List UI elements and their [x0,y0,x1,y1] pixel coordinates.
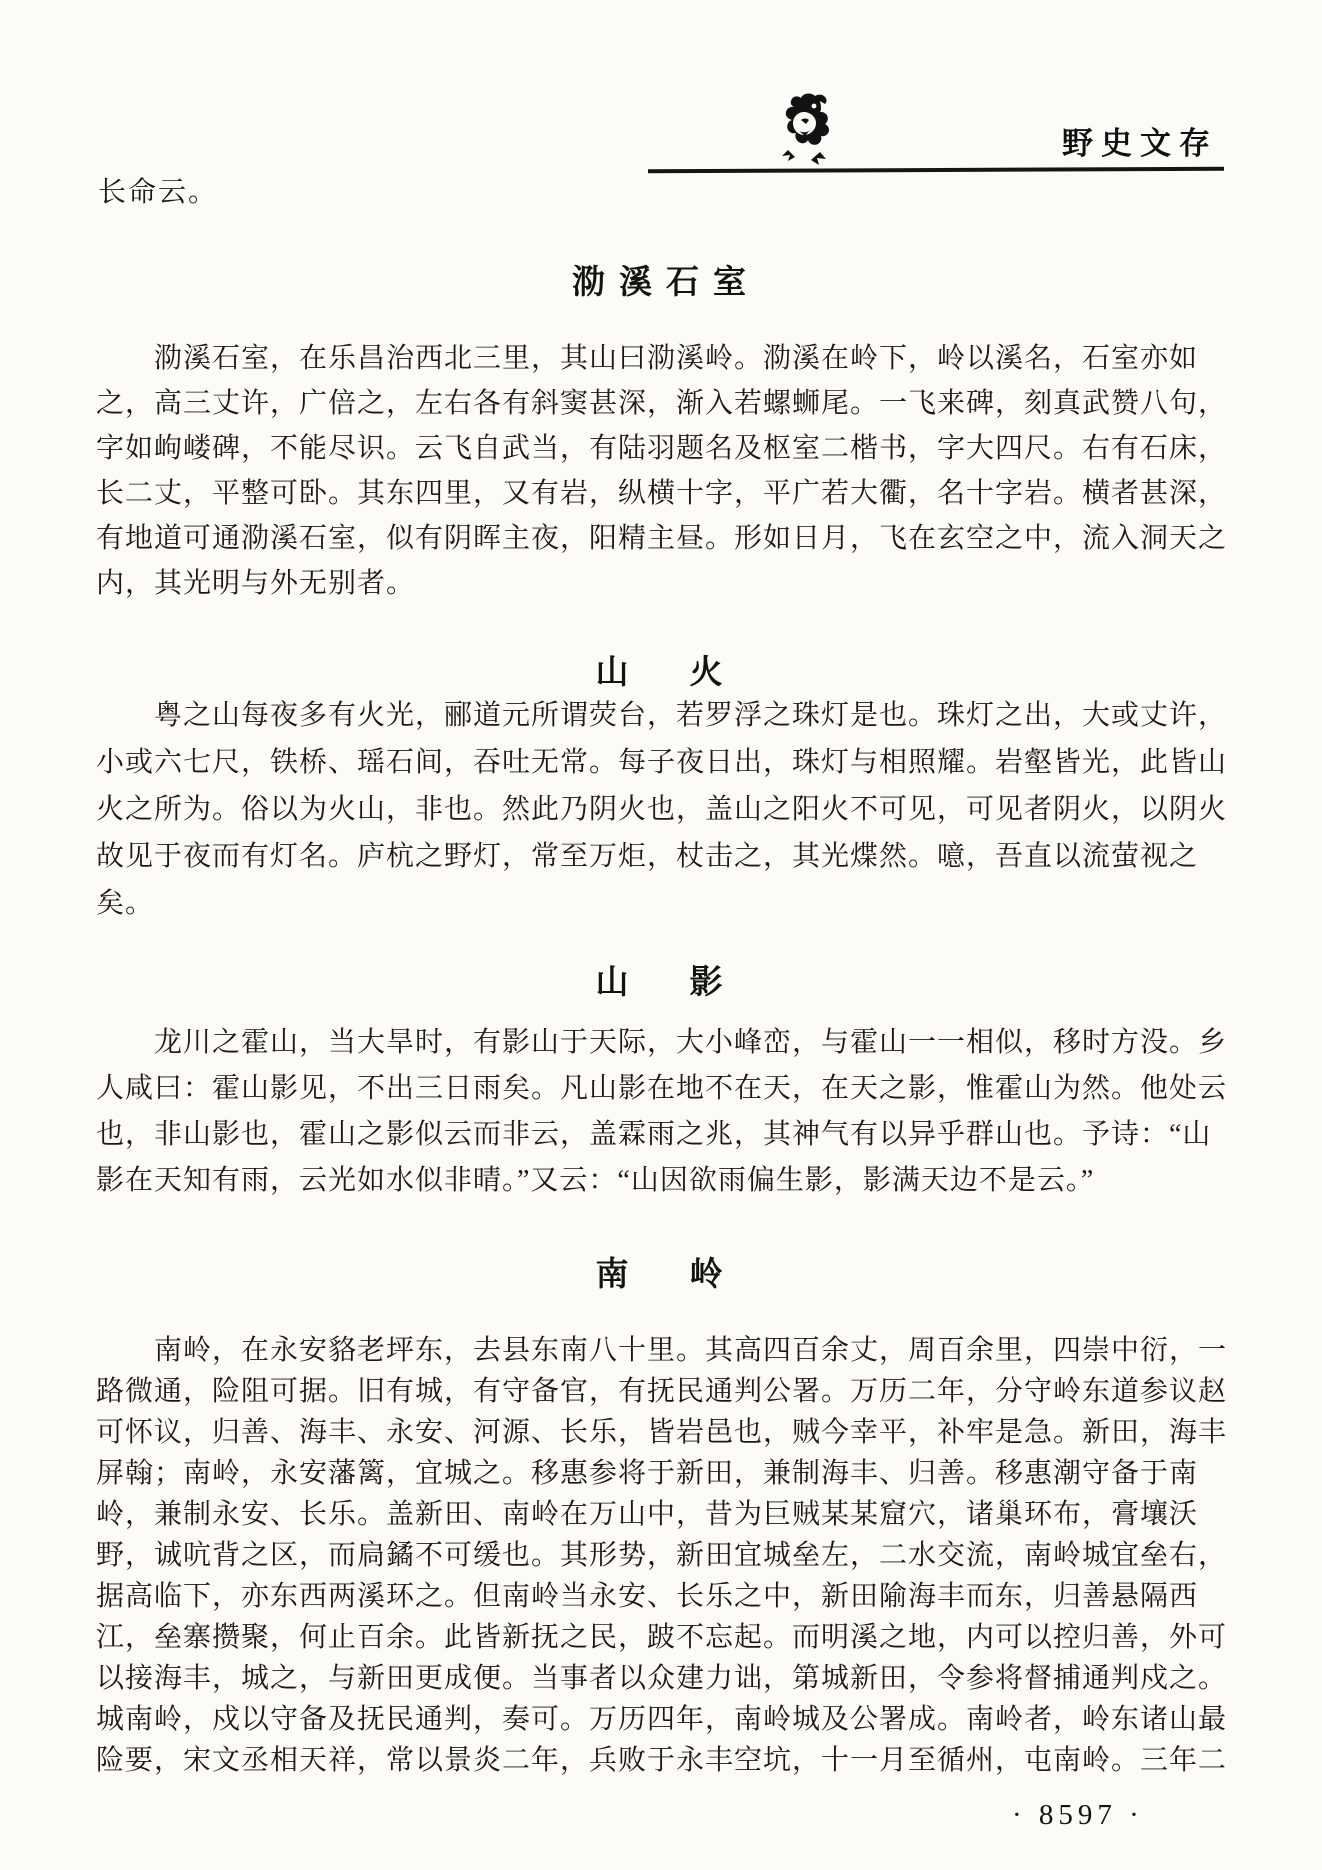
section-title: 山 影 [595,965,737,1001]
text-line: 据高临下，亦东西两溪环之。但南岭当永安、长乐之中，新田隃海丰而东，归善悬隔西 [96,1581,1199,1612]
text-line: 可怀议，归善、海丰、永安、河源、长乐，皆岩邑也，贼今幸平，补牢是急。新田，海丰 [96,1417,1228,1448]
text-line: 长二丈，平整可卧。其东四里，又有岩，纵横十字，平广若大衢，名十字岩。横者甚深， [96,478,1228,509]
text-line: 龙川之霍山，当大旱时，有影山于天际，大小峰峦，与霍山一一相似，移时方没。乡 [154,1027,1228,1058]
text-line: 小或六七尺，铁桥、瑶石间，吞吐无常。每子夜日出，珠灯与相照耀。岩壑皆光，此皆山 [96,747,1228,778]
running-head-title: 野史文存 [1062,126,1218,161]
text-line: 有地道可通泐溪石室，似有阴晖主夜，阳精主昼。形如日月，飞在玄空之中，流入洞天之 [96,523,1228,554]
text-line: 野，诚吭背之区，而扃鐍不可缓也。其形势，新田宜城垒左，二水交流，南岭城宜垒右， [96,1540,1228,1571]
text-line: 粤之山每夜多有火光，郦道元所谓荧台，若罗浮之珠灯是也。珠灯之出，大或丈许， [154,700,1228,731]
text-line: 路微通，险阻可据。旧有城，有守备官，有抚民通判公署。万历二年，分守岭东道参议赵 [96,1376,1228,1407]
text-line: 字如岣嵝碑，不能尽识。云飞自武当，有陆羽题名及枢室二楷书，字大四尺。右有石床， [96,433,1228,464]
text-line: 屏翰；南岭，永安藩篱，宜城之。移惠参将于新田，兼制海丰、归善。移惠潮守备于南 [96,1458,1199,1489]
section-paragraph [96,336,1236,606]
text-line: 江，垒寨攒聚，何止百余。此皆新抚之民，跛不忘起。而明溪之地，内可以控归善，外可 [96,1622,1228,1653]
text-line: 险要，宋文丞相天祥，常以景炎二年，兵败于永丰空坑，十一月至循州，屯南岭。三年二 [96,1745,1228,1776]
text-line: 南岭，在永安貉老坪东，去县东南八十里。其高四百余丈，周百余里，四崇中衍，一 [154,1335,1228,1366]
text-line: 泐溪石室，在乐昌治西北三里，其山曰泐溪岭。泐溪在岭下，岭以溪名，石室亦如 [154,343,1199,374]
section-title: 南 岭 [595,1257,737,1293]
text-line: 人咸曰：霍山影见，不出三日雨矣。凡山影在地不在天，在天之影，惟霍山为然。他处云 [96,1073,1228,1104]
text-line: 影在天知有雨，云光如水似非晴。”又云：“山因欲雨偏生影，影满天边不是云。” [96,1165,1095,1196]
carryover-text-line: 长命云。 [98,177,219,208]
section-title: 山 火 [595,655,737,691]
section-paragraph [96,692,1236,927]
section-paragraph [96,1020,1236,1204]
text-line: 故见于夜而有灯名。庐杭之野灯，常至万炬，杖击之，其光煠然。噫，吾直以流萤视之 [96,841,1199,872]
page-number: · 8597 · [1012,1799,1144,1831]
text-line: 内，其光明与外无别者。 [96,568,416,599]
section-title: 泐溪石室 [572,265,760,301]
section-paragraph [96,1330,1236,1781]
text-line: 也，非山影也，霍山之影似云而非云，盖霖雨之兆，其神气有以异乎群山也。予诗：“山 [96,1119,1212,1150]
sections [96,0,1236,1870]
text-line: 岭，兼制永安、长乐。盖新田、南岭在万山中，昔为巨贼某某窟穴，诸巢环布，膏壤沃 [96,1499,1199,1530]
text-line: 火之所为。俗以为火山，非也。然此乃阴火也，盖山之阳火不可见，可见者阴火，以阴火 [96,794,1228,825]
text-line: 之，高三丈许，广倍之，左右各有斜窦甚深，渐入若螺蛳尾。一飞来碑，刻真武赞八句， [96,388,1228,419]
text-line: 城南岭，戍以守备及抚民通判，奏可。万历四年，南岭城及公署成。南岭者，岭东诸山最 [96,1704,1228,1735]
text-line: 以接海丰，城之，与新田更成便。当事者以众建力诎，第城新田，令参将督捕通判戍之。 [96,1663,1228,1694]
text-line: 矣。 [96,888,155,919]
